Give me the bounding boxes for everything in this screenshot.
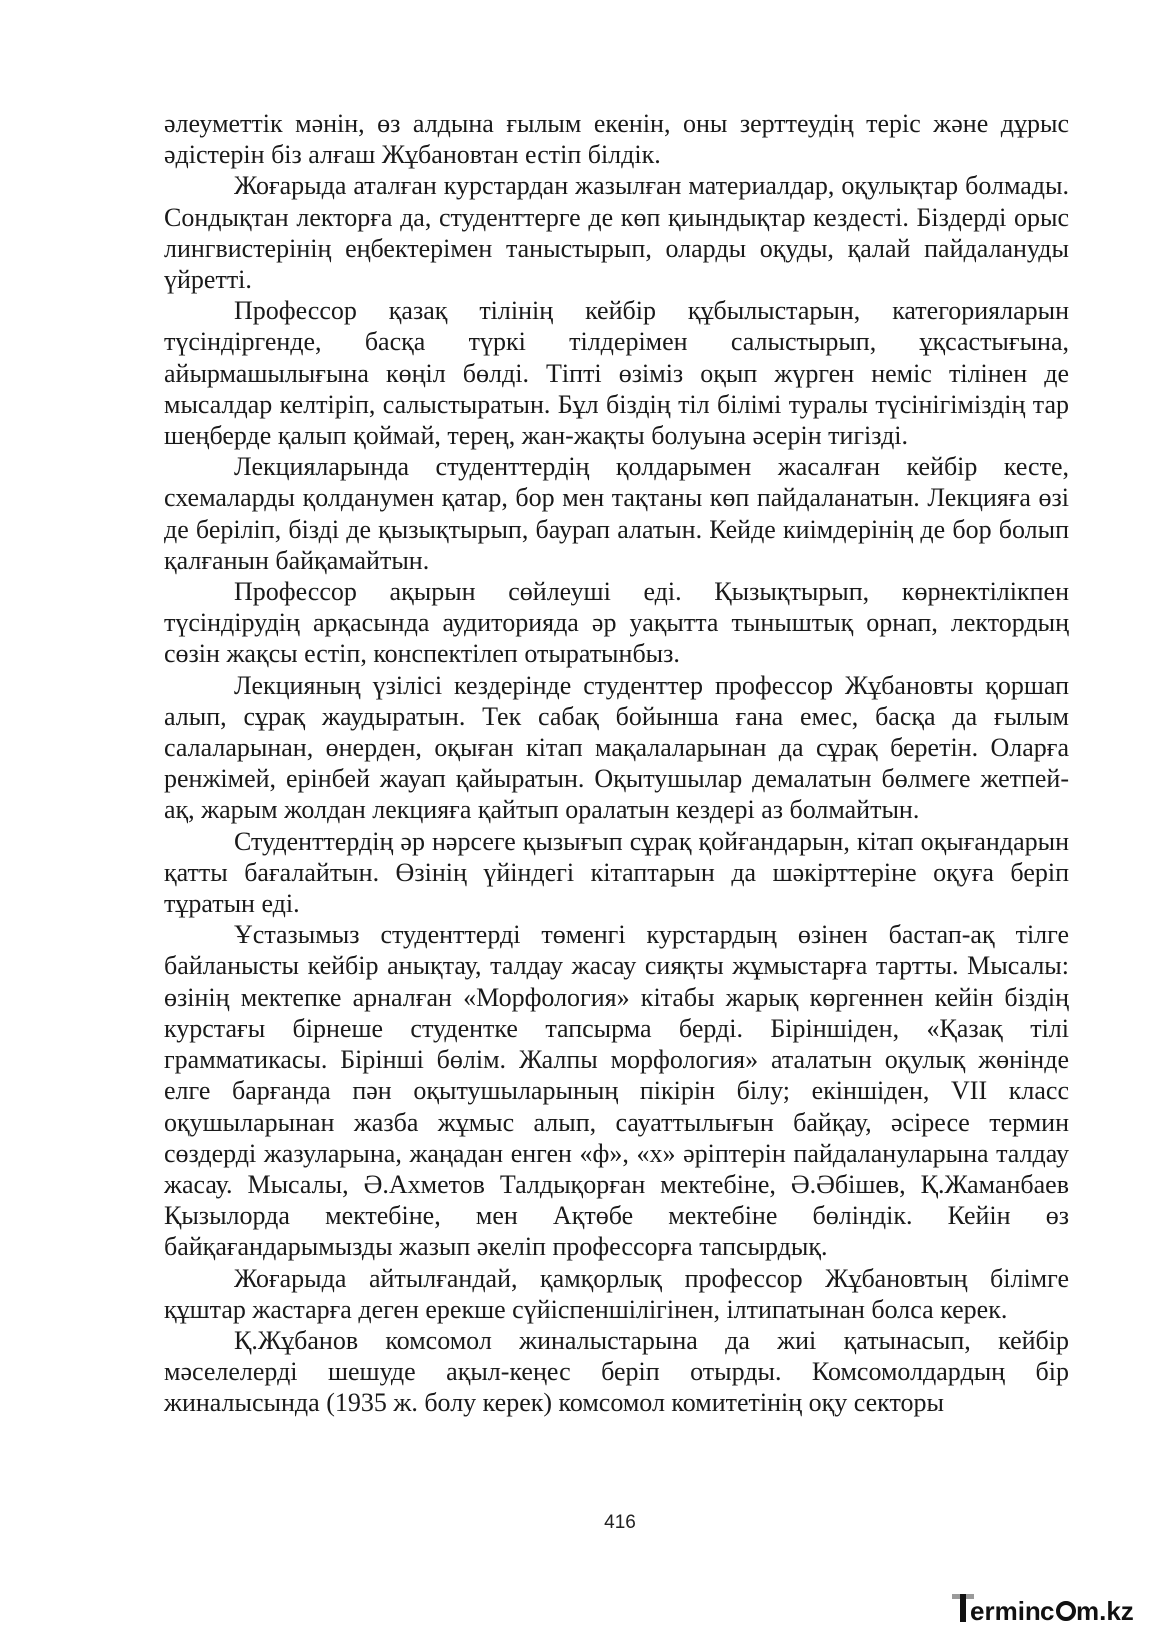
svg-text:ermin: ermin xyxy=(970,1596,1041,1626)
paragraph: Профессор қазақ тілінің кейбір құбылыстарын, категорияларын түсіндіргенде, басқа түркі тілдерімен салыстырып, ұқсастығына, айырмашылығына көңіл бөлді. Тіпті өзіміз оқып жүрген неміс тілінен де мысалдар келтіріп, салыстыратын. Бұл біздің тіл білімі туралы түсінігіміздің тар шеңберде қалып қоймай, терең, жан-жақты болуына әсерін тигізді. xyxy=(164,296,1069,451)
paragraph: Жоғарыда айтылғандай, қамқорлық профессор Жұбановтың білімге құштар жастарға деген ерекше сүйіспеншілігінен, ілтипатынан болса керек. xyxy=(164,1263,1069,1324)
watermark-logo xyxy=(948,1588,1148,1628)
svg-text:m.kz: m.kz xyxy=(1076,1596,1134,1626)
svg-text:c: c xyxy=(1040,1596,1055,1626)
document-body xyxy=(164,108,1069,1419)
page-number: 416 xyxy=(604,1512,636,1533)
paragraph: Жоғарыда аталған курстардан жазылған материалдар, оқулықтар болмады. Сондықтан лекторға да, студенттерге де көп қиындықтар кездесті. Біздерді орыс лингвистерінің еңбектерімен таныстырып, оларды оқуды, қалай пайдалануды үйретті. xyxy=(164,171,1069,295)
paragraph: Студенттердің әр нәрсеге қызығып сұрақ қойғандарын, кітап оқығандарын қатты бағалайтын. Өзінің үйіндегі кітаптарын да шәкірттеріне оқуға беріп тұратын еді. xyxy=(164,826,1069,919)
paragraph: әлеуметтік мәнін, өз алдына ғылым екенін, оны зерттеудің теріс және дұрыс әдістерін біз алғаш Жұбановтан естіп білдік. xyxy=(164,109,1069,170)
paragraph: Қ.Жұбанов комсомол жиналыстарына да жиі қатынасып, кейбір мәселелерді шешуде ақыл-кеңес беріп отырды. Комсомолдардың бір жиналысында (1935 ж. болу керек) комсомол комитетінің оқу секторы xyxy=(164,1325,1069,1418)
paragraph: Лекцияның үзілісі кездерінде студенттер профессор Жұбановты қоршап алып, сұрақ жаудыратын. Тек сабақ бойынша ғана емес, басқа да ғылым салаларынан, өнерден, оқыған кітап мақалаларынан да сұрақ беретін. Оларға ренжімей, ерінбей жауап қайыратын. Оқытушылар демалатын бөлмеге жетпей-ақ, жарым жолдан лекцияға қайтып оралатын кездері аз болмайтын. xyxy=(164,670,1069,825)
paragraph: Профессор ақырын сөйлеуші еді. Қызықтырып, көрнектілікпен түсіндірудің арқасында аудиторияда әр уақытта тыныштық орнап, лектордың сөзін жақсы естіп, конспектілеп отыратынбыз. xyxy=(164,577,1069,669)
paragraph: Ұстазымыз студенттерді төменгі курстардың өзінен бастап-ақ тілге байланысты кейбір анықтау, талдау жасау сияқты жұмыстарға тартты. Мысалы: өзінің мектепке арналған «Морфология» кітабы жарық көргеннен кейін біздің курстағы бірнеше студентке тапсырма берді. Біріншіден, «Қазақ тілі грамматикасы. Бірінші бөлім. Жалпы морфология» аталатын оқулық жөнінде елге барғанда пән оқытушыларының пікірін білу; екіншіден, VII класс оқушыларынан жазба жұмыс алып, сауаттылығын байқау, әсіресе термин сөздерді жазуларына, жаңадан енген «ф», «х» әріптерін пайдалануларына талдау жасау. Мысалы, Ә.Ахметов Талдықорған мектебіне, Ә.Әбішев, Қ.Жаманбаев Қызылорда мектебіне, мен Ақтөбе мектебіне бөліндік. Кейін өз байқағандарымызды жазып әкеліп профессорға тапсырдық. xyxy=(164,920,1069,1262)
paragraph: Лекцияларында студенттердің қолдарымен жасалған кейбір кесте, схемаларды қолданумен қатар, бор мен тақтаны көп пайдаланатын. Лекцияға өзі де беріліп, бізді де қызықтырып, баурап алатын. Кейде киімдерінің де бор болып қалғанын байқамайтын. xyxy=(164,452,1069,575)
